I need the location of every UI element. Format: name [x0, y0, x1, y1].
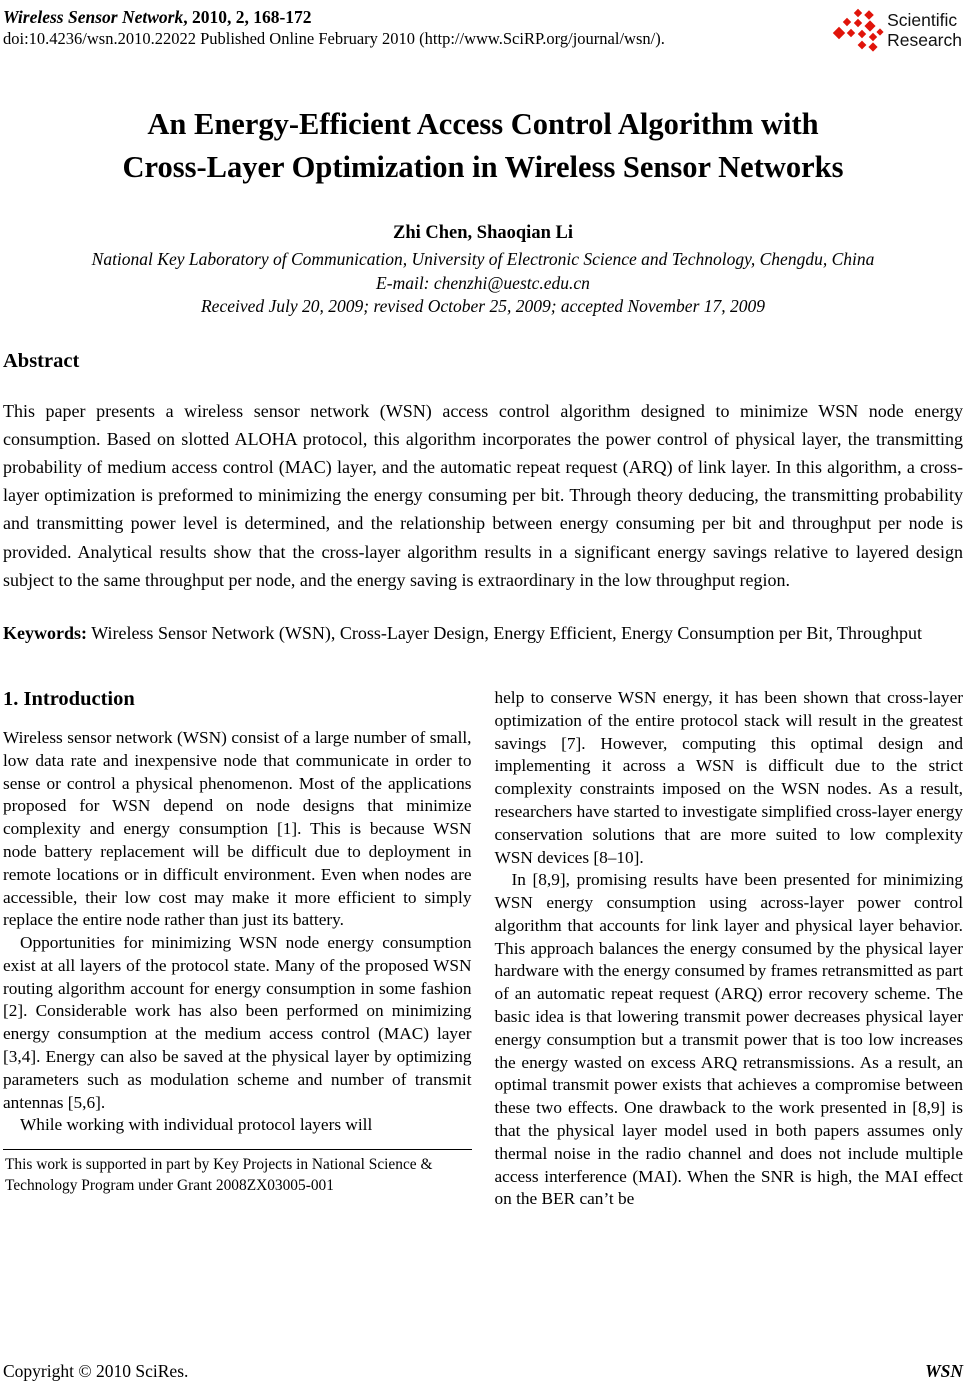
funding-footnote [3, 1149, 472, 1196]
author-names: Zhi Chen, Shaoqian Li [393, 223, 573, 243]
journal-header-block [3, 7, 665, 49]
logo-wordmark [887, 11, 962, 50]
footnote-text: This work is supported in part by Key Projects in National Science & Technology Program under Grant 2008ZX03005-001 [5, 1156, 433, 1194]
journal-abbreviation: WSN [925, 1361, 963, 1381]
received-dates-line: Received July 20, 2009; revised October 25, 2009; accepted November 17, 2009 [200, 296, 766, 316]
paper-title-line2: Cross-Layer Optimization in Wireless Sensor Networks [122, 150, 844, 184]
logo-word-research: Research [887, 29, 962, 50]
intro-paragraph-2: Opportunities for minimizing WSN node energy consumption exist at all layers of the protocol state. Many of the proposed WSN routing algorithm account for energy consumption in some fashion [2]. Considerable work has also been performed on minimizing energy consumption at the medium access control (MAC) layer [3,4]. Energy can also be saved at the physical layer by optimizing parameters such as modulation scheme and number of transmit antennas [5,6]. [3, 933, 472, 1112]
intro-paragraph-5: In [8,9], promising results have been presented for minimizing WSN energy consumption using across-layer power control algorithm that accounts for link layer and physical layer behavior. This approach balances the energy consumed by the physical layer hardware with the energy consumed by frames retransmitted as part of an automatic repeat request (ARQ) error recovery scheme. The basic idea is that lowering transmit power decreases physical layer energy consumption but a transmit power that is too low increases the energy wasted on excess ARQ retransmissions. As a result, an optimal transmit power exists that achieves a compromise between these two effects. One drawback to the work presented in [8,9] is that the physical layer model used in both papers assumes only thermal noise in the radio channel and does not include multiple access interference (MAI). When the SNR is high, the MAI effect on the BER can’t be [494, 870, 964, 1209]
copyright-notice: Copyright © 2010 SciRes. [3, 1361, 189, 1381]
masthead [3, 7, 963, 53]
scirp-diamonds-icon [832, 7, 884, 53]
page-footer [3, 1361, 963, 1382]
footnote-rule [3, 1149, 472, 1150]
left-column [3, 687, 472, 1211]
abstract-text: This paper presents a wireless sensor network (WSN) access control algorithm designed to minimize WSN node energy consumption. Based on slotted ALOHA protocol, this algorithm incorporates the power control of physical layer, the transmitting probability of medium access control (MAC) layer, and the automatic repeat request (ARQ) of link layer. In this algorithm, a cross-layer optimization is preformed to minimizing the energy consuming per bit. Through theory deducing, the transmitting probability and transmitting power level is determined, and the relationship between energy consuming per bit and throughput per node is provided. Analytical results show that the cross-layer algorithm results in a significant energy savings relative to layered design subject to the same throughput per node, and the energy saving is extraordinary in the low throughput region. [3, 400, 963, 590]
intro-paragraph-4: help to conserve WSN energy, it has been shown that cross-layer optimization of the entire protocol stack will result in the greatest savings [7]. However, computing this optimal design and implementing it across a WSN is difficult due to the strict complexity constraints imposed on the WSN nodes. As a result, researchers have started to investigate simplified cross-layer energy conservation solutions that are more suited to low complexity WSN devices [8–10]. [494, 687, 963, 867]
scientific-research-logo [832, 7, 962, 53]
logo-word-scientific: Scientific [887, 10, 958, 30]
abstract-heading: Abstract [3, 349, 80, 372]
introduction-heading: 1. Introduction [3, 687, 135, 710]
intro-paragraph-3: While working with individual protocol layers will [20, 1115, 373, 1135]
author-affiliation: National Key Laboratory of Communication, University of Electronic Science and Technology, Chengdu, China [91, 249, 875, 269]
author-email: E-mail: chenzhi@uestc.edu.cn [376, 272, 590, 293]
intro-paragraph-1: Wireless sensor network (WSN) consist of a large number of small, low data rate and inexpensive node that communicate in order to sense or control a physical phenomenon. Most of the applications proposed for WSN depend on node designs that minimize complexity and energy consumption [1]. This is because WSN node battery replacement will be difficult due to deployment in remote locations or in difficult environment. Even when nodes are accessible, their low cost may make it more efficient to simply replace the entire node rather than just its battery. [3, 727, 472, 930]
paper-title-line1: An Energy-Efficient Access Control Algorithm with [147, 107, 819, 141]
keywords-line [3, 619, 963, 647]
doi-line: doi:10.4236/wsn.2010.22022 Published Online February 2010 (http://www.SciRP.org/journal/wsn/). [3, 29, 665, 48]
keywords-label: Keywords: [3, 622, 87, 643]
right-column [495, 687, 964, 1211]
journal-issue-pages: , 2010, 2, 168-172 [183, 7, 312, 27]
journal-citation-line [3, 7, 665, 28]
two-column-body [3, 687, 963, 1211]
paper-title [13, 103, 953, 189]
keywords-text: Wireless Sensor Network (WSN), Cross-Layer Design, Energy Efficient, Energy Consumption per Bit, Throughput [91, 622, 922, 643]
journal-name: Wireless Sensor Network [3, 7, 184, 27]
